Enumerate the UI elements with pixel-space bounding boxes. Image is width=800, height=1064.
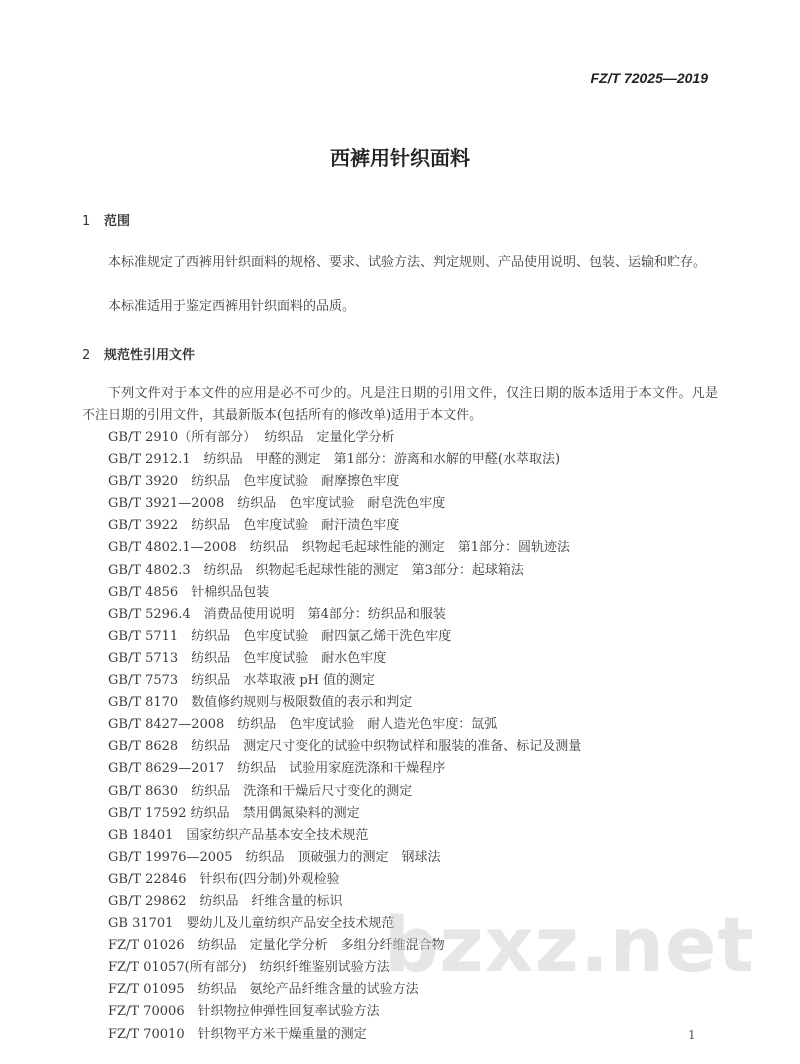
reference-item: GB/T 4856 针棉织品包装 [108, 584, 270, 600]
section-1-paragraph: 本标准规定了西裤用针织面料的规格、要求、试验方法、判定规则、产品使用说明、包装、运输和贮存。 [108, 255, 707, 270]
page-number: 1 [688, 1028, 696, 1042]
reference-item: FZ/T 70010 针织物平方米干燥重量的测定 [108, 1026, 367, 1042]
reference-item: GB 31701 婴幼儿及儿童纺织产品安全技术规范 [108, 916, 395, 932]
reference-item: GB/T 7573 纺织品 水萃取液 pH 值的测定 [108, 673, 376, 689]
section-title: 范围 [104, 214, 131, 229]
reference-item: FZ/T 01026 纺织品 定量化学分析 多组分纤维混合物 [108, 938, 445, 954]
reference-item: GB/T 19976—2005 纺织品 顶破强力的测定 钢球法 [108, 849, 441, 865]
reference-item: GB/T 4802.3 纺织品 织物起毛起球性能的测定 第3部分：起球箱法 [108, 562, 524, 578]
reference-item: GB/T 22846 针织布(四分制)外观检验 [108, 871, 340, 887]
reference-item: GB/T 8629—2017 纺织品 试验用家庭洗涤和干燥程序 [108, 761, 446, 777]
reference-item: GB/T 8427—2008 纺织品 色牢度试验 耐人造光色牢度：氙弧 [108, 717, 498, 733]
reference-item: GB/T 3922 纺织品 色牢度试验 耐汗渍色牢度 [108, 518, 400, 534]
document-title: 西裤用针织面料 [330, 146, 470, 170]
reference-item: GB/T 17592 纺织品 禁用偶氮染料的测定 [108, 805, 360, 821]
standard-code: FZ/T 72025—2019 [590, 70, 708, 86]
reference-item: GB/T 5711 纺织品 色牢度试验 耐四氯乙烯干洗色牢度 [108, 628, 452, 644]
reference-item: GB 18401 国家纺织产品基本安全技术规范 [108, 827, 369, 843]
reference-item: GB/T 5713 纺织品 色牢度试验 耐水色牢度 [108, 650, 387, 666]
reference-item: GB/T 29862 纺织品 纤维含量的标识 [108, 893, 343, 909]
reference-item: GB/T 4802.1—2008 纺织品 织物起毛起球性能的测定 第1部分：圆轨迹法 [108, 540, 570, 556]
section-1-heading [82, 210, 130, 229]
reference-item: GB/T 8630 纺织品 洗涤和干燥后尺寸变化的测定 [108, 783, 413, 799]
section-number: 1 [82, 214, 91, 229]
section-2-paragraph: 下列文件对于本文件的应用是必不可少的。凡是注日期的引用文件，仅注日期的版本适用于本文件。凡是不注日期的引用文件，其最新版本(包括所有的修改单)适用于本文件。 [82, 386, 718, 423]
reference-item: GB/T 2910（所有部分） 纺织品 定量化学分析 [108, 430, 395, 445]
watermark: bzxz.net [384, 900, 755, 989]
section-number: 2 [82, 348, 91, 363]
reference-item: GB/T 2912.1 纺织品 甲醛的测定 第1部分：游离和水解的甲醛(水萃取法) [108, 452, 561, 468]
section-title: 规范性引用文件 [104, 348, 196, 363]
reference-item: GB/T 5296.4 消费品使用说明 第4部分：纺织品和服装 [108, 606, 446, 622]
reference-item: GB/T 3921—2008 纺织品 色牢度试验 耐皂洗色牢度 [108, 496, 446, 512]
section-1-paragraph: 本标准适用于鉴定西裤用针织面料的品质。 [108, 299, 356, 314]
reference-item: GB/T 8628 纺织品 测定尺寸变化的试验中织物试样和服装的准备、标记及测量 [108, 739, 582, 755]
section-2-heading [82, 344, 195, 363]
reference-item: FZ/T 01095 纺织品 氨纶产品纤维含量的试验方法 [108, 982, 419, 998]
reference-item: GB/T 3920 纺织品 色牢度试验 耐摩擦色牢度 [108, 474, 400, 490]
reference-item: FZ/T 01057(所有部分) 纺织纤维鉴别试验方法 [108, 960, 390, 976]
reference-item: GB/T 8170 数值修约规则与极限数值的表示和判定 [108, 695, 413, 711]
reference-item: FZ/T 70006 针织物拉伸弹性回复率试验方法 [108, 1004, 380, 1020]
